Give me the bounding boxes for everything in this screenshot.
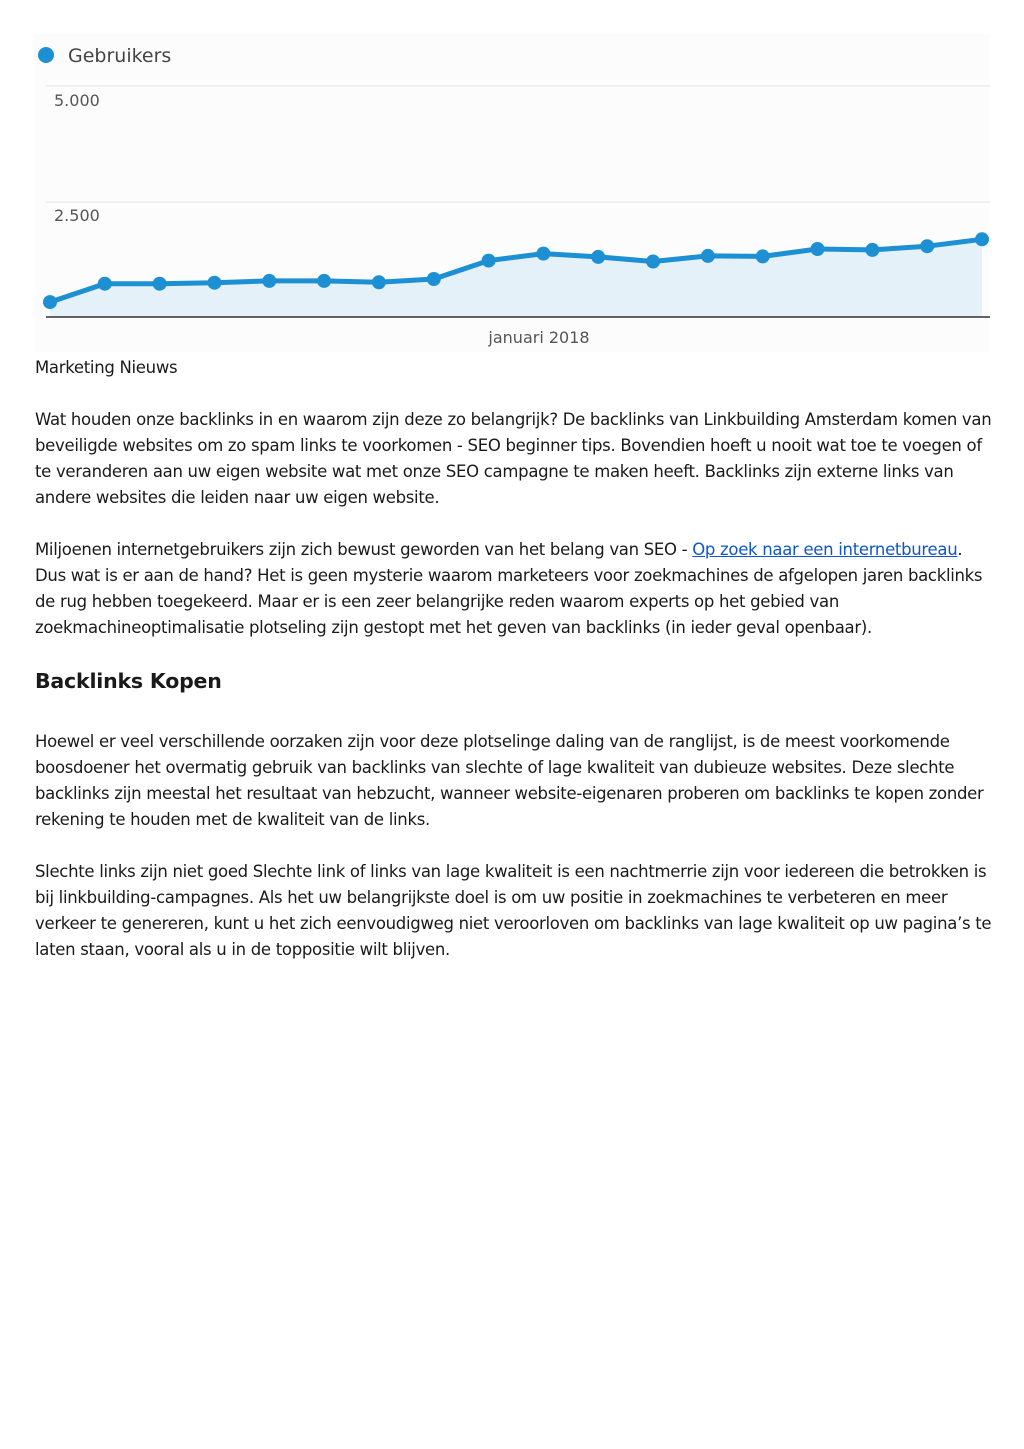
- data-point-8: [427, 272, 441, 286]
- paragraph-seo: [35, 537, 993, 641]
- data-point-14: [756, 249, 770, 263]
- data-point-4: [208, 276, 222, 290]
- data-point-12: [646, 255, 660, 269]
- data-point-9: [482, 254, 496, 268]
- data-point-15: [811, 242, 825, 256]
- paragraph-bad-links: Slechte links zijn niet goed Slechte link of links van lage kwaliteit is een nachtmerrie zijn voor iedereen die betrokken is bij linkbuilding-campagnes. Als het uw belangrijkste doel is om uw positie in zoekmachines te verbeteren en meer verkeer te genereren, kunt u het zich eenvoudigweg niet veroorloven om backlinks van lage kwaliteit op uw pagina’s te laten staan, vooral als u in de toppositie wilt blijven.: [35, 862, 992, 959]
- paragraph-ranking: Hoewel er veel verschillende oorzaken zijn voor deze plotselinge daling van de ranglijst, is de meest voorkomende boosdoener het overmatig gebruik van backlinks van slechte of lage kwaliteit van dubieuze websites. Deze slechte backlinks zijn meestal het resultaat van hebzucht, wanneer website-eigenaren proberen om backlinks te kopen zonder rekening te houden met de kwaliteit van de links.: [35, 732, 984, 829]
- data-point-17: [920, 239, 934, 253]
- users-chart-svg: [34, 34, 990, 352]
- data-point-16: [865, 243, 879, 257]
- data-point-18: [975, 232, 989, 246]
- x-axis-label: januari 2018: [488, 328, 590, 347]
- paragraph-seo-text-start: Miljoenen internetgebruikers zijn zich bewust geworden van het belang van SEO -: [35, 540, 693, 559]
- internetbureau-link[interactable]: Op zoek naar een internetbureau: [692, 540, 958, 559]
- paragraph-seo-text-end: . Dus wat is er aan de hand? Het is geen mysterie waarom marketeers voor zoekmachines de afgelopen jaren backlinks de rug hebben toegekeerd. Maar er is een zeer belangrijke reden waarom experts op het gebied van zoekmachineoptimalisatie plotseling zijn gestopt met het geven van backlinks (in ieder geval openbaar).: [35, 540, 983, 637]
- y-tick-label: 5.000: [54, 91, 100, 110]
- data-point-5: [262, 274, 276, 288]
- data-point-6: [317, 274, 331, 288]
- data-point-11: [591, 250, 605, 264]
- data-point-1: [43, 295, 57, 309]
- paragraph-intro: Wat houden onze backlinks in en waarom zijn deze zo belangrijk? De backlinks van Linkbuilding Amsterdam komen van beveiligde websites om zo spam links te voorkomen - SEO beginner tips. Bovendien hoeft u nooit wat toe te voegen of te veranderen aan uw eigen website wat met onze SEO campagne te maken heeft. Backlinks zijn externe links van andere websites die leiden naar uw eigen website.: [35, 410, 992, 507]
- users-chart: [34, 34, 990, 352]
- section-heading: Backlinks Kopen: [35, 669, 222, 693]
- legend-label: Gebruikers: [68, 45, 172, 67]
- legend-marker: [38, 47, 54, 63]
- data-point-7: [372, 275, 386, 289]
- article-body: [35, 355, 993, 989]
- y-tick-label: 2.500: [54, 206, 100, 225]
- data-point-13: [701, 249, 715, 263]
- data-point-10: [536, 247, 550, 261]
- image-caption: Marketing Nieuws: [35, 358, 178, 377]
- data-point-3: [153, 277, 167, 291]
- data-point-2: [98, 277, 112, 291]
